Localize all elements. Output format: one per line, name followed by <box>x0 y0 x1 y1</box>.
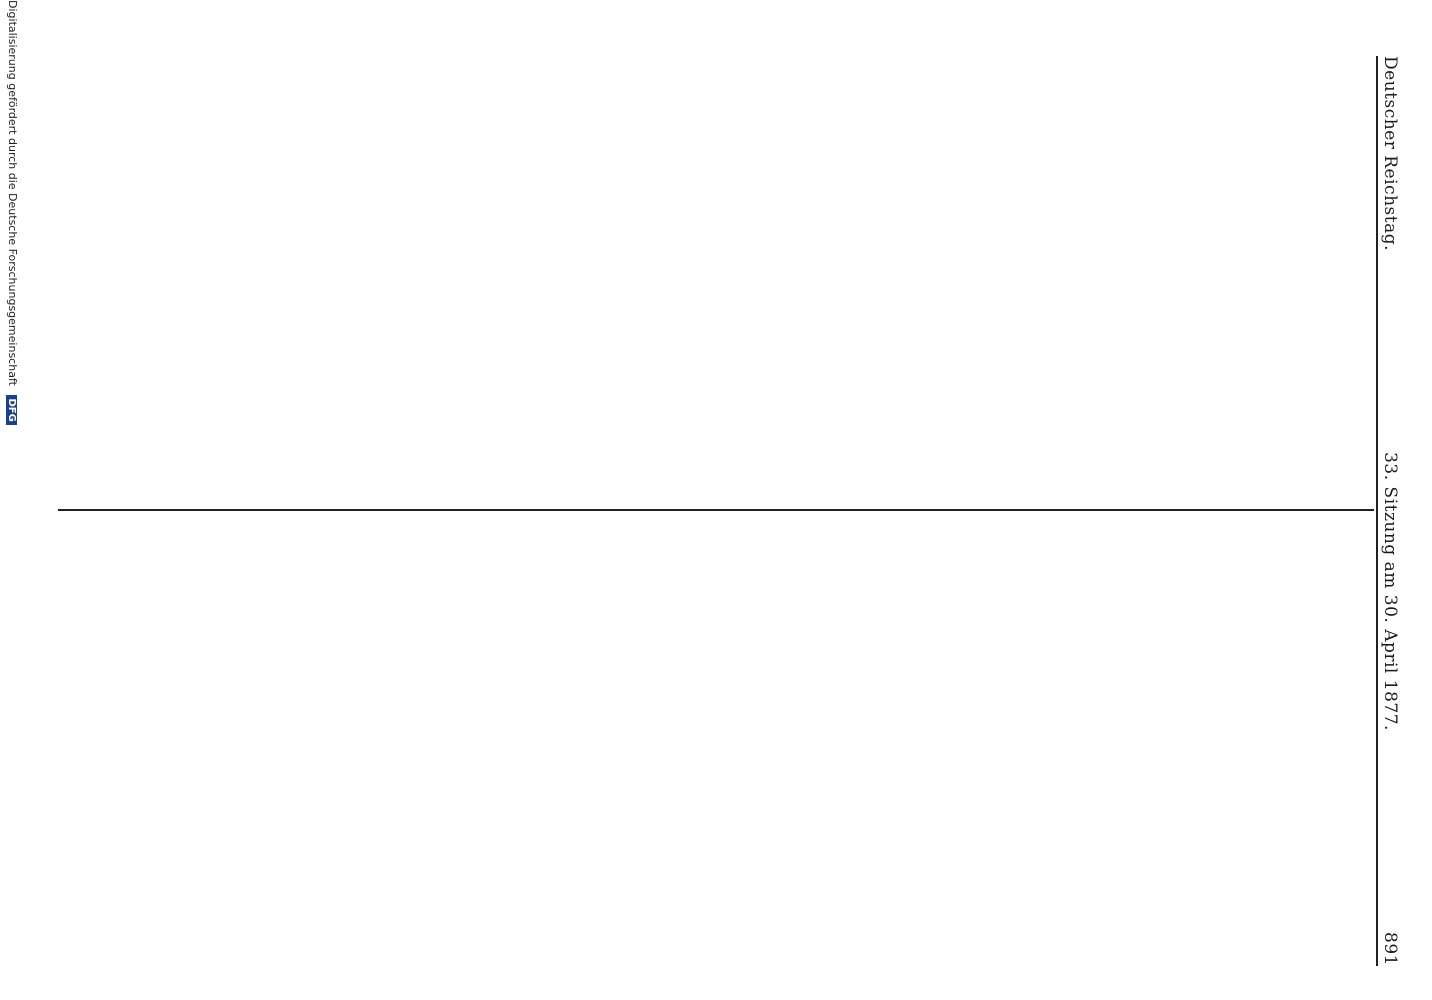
header-title: Deutscher Reichstag. <box>1380 56 1400 251</box>
header-session: 33. Sitzung am 30. April 1877. <box>1380 452 1400 731</box>
text-column-left <box>58 62 1368 494</box>
text-column-right <box>58 528 1368 964</box>
page-header <box>1380 56 1410 966</box>
page-number: 891 <box>1380 932 1400 966</box>
digitization-credit <box>6 0 19 1000</box>
credit-text: Digitalisierung gefördert durch die Deutsche Forschungsgemeinschaft <box>6 0 19 386</box>
column-divider <box>58 509 1374 511</box>
header-rule <box>1376 56 1378 966</box>
dfg-logo-icon: DFG <box>6 395 17 424</box>
